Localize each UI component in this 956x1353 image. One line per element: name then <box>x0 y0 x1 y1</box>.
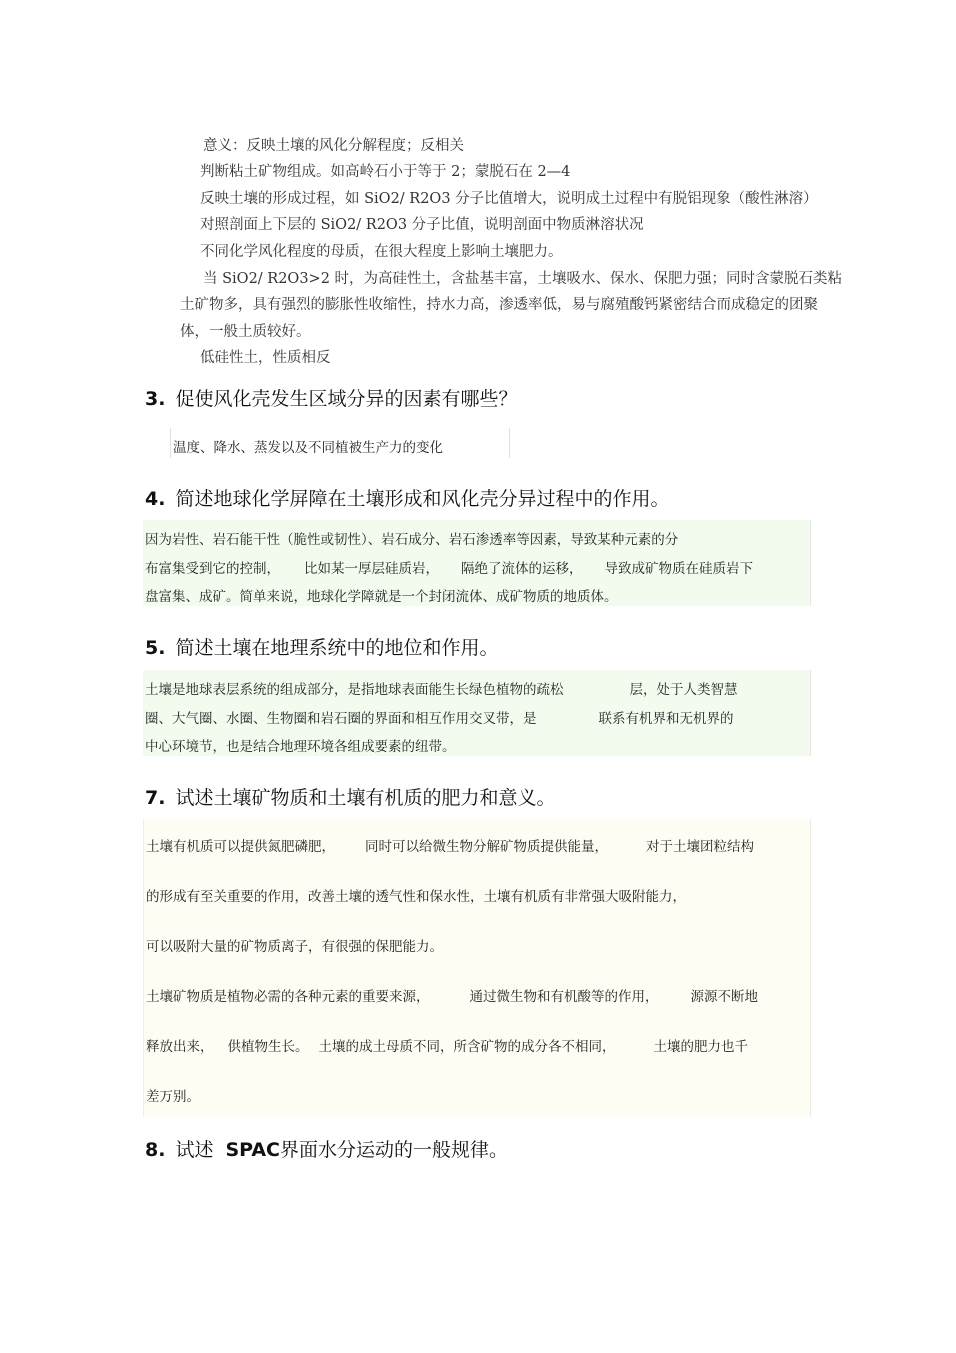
answer-line: 的形成有至关重要的作用，改善土壤的透气性和保水性，土壤有机质有非常强大吸附能力， <box>146 889 686 905</box>
answer-line: 可以吸附大量的矿物质离子，有很强的保肥能力。 <box>146 939 443 955</box>
intro-line: 低硅性土，性质相反 <box>200 350 331 366</box>
answer-segment: 通过微生物和有机酸等的作用， <box>469 989 659 1005</box>
answer-segment: 同时可以给微生物分解矿物质提供能量， <box>365 839 608 855</box>
intro-line: 对照剖面上下层的 SiO2/ R2O3 分子比值，说明剖面中物质淋溶状况 <box>200 217 644 233</box>
answer-line <box>146 1035 748 1055</box>
answer-line <box>145 707 734 727</box>
intro-line: 不同化学风化程度的母质，在很大程度上影响土壤肥力。 <box>200 244 563 260</box>
question-prefix: 试述 <box>175 1139 214 1161</box>
question-title: 简述地球化学屏障在土壤形成和风化壳分异过程中的作用。 <box>175 488 670 510</box>
answer-line: 中心环境节，也是结合地理环境各组成要素的纽带。 <box>145 739 456 755</box>
question-title: 简述土壤在地理系统中的地位和作用。 <box>175 637 499 659</box>
spac-term: SPAC <box>225 1139 280 1161</box>
answer-line <box>146 985 758 1005</box>
question-number: 3. <box>145 388 166 410</box>
answer-line <box>146 835 754 855</box>
answer-box-5 <box>143 670 811 756</box>
answer-segment: 土壤的成土母质不同，所含矿物的成分各不相同， <box>318 1039 616 1055</box>
answer-segment: 土壤是地球表层系统的组成部分，是指地球表面能生长绿色植物的疏松 <box>145 682 564 698</box>
question-3-heading <box>145 384 517 411</box>
intro-line: 判断粘土矿物组成。如高岭石小于等于 2；蒙脱石在 2—4 <box>200 164 571 180</box>
answer-line: 盘富集、成矿。简单来说，地球化学障就是一个封闭流体、成矿物质的地质体。 <box>145 589 618 605</box>
question-4-heading <box>145 484 669 511</box>
answer-line <box>145 678 738 698</box>
answer-line: 温度、降水、蒸发以及不同植被生产力的变化 <box>173 440 443 456</box>
question-title: 试述土壤矿物质和土壤有机质的肥力和意义。 <box>175 787 556 809</box>
intro-line: 反映土壤的形成过程，如 SiO2/ R2O3 分子比值增大，说明成土过程中有脱铝现象（酸性淋溶） <box>200 191 818 207</box>
answer-segment: 导致成矿物质在硅质岩下 <box>604 561 753 577</box>
question-number: 7. <box>145 787 166 809</box>
answer-segment: 对于土壤团粒结构 <box>646 839 754 855</box>
question-number: 8. <box>145 1139 166 1161</box>
question-title: 界面水分运动的一般规律。 <box>279 1139 508 1161</box>
answer-segment: 土壤的肥力也千 <box>653 1039 748 1055</box>
answer-segment: 联系有机界和无机界的 <box>598 711 734 727</box>
answer-line: 差万别。 <box>146 1089 200 1105</box>
question-title: 促使风化壳发生区域分异的因素有哪些？ <box>175 388 518 410</box>
answer-segment: 层，处于人类智慧 <box>629 682 738 698</box>
answer-box-4 <box>143 520 811 606</box>
answer-box-7 <box>143 819 811 1117</box>
answer-segment: 圈、大气圈、水圈、生物圈和岩石圈的界面和相互作用交叉带，是 <box>145 711 537 727</box>
intro-line: 土矿物多，具有强烈的膨胀性收缩性，持水力高，渗透率低，易与腐殖酸钙紧密结合而成稳定的团聚 <box>180 297 818 313</box>
intro-line: 当 SiO2/ R2O3>2 时，为高硅性土，含盐基丰富，土壤吸水、保水、保肥力强；同时含蒙脱石类粘 <box>203 271 843 287</box>
answer-segment: 源源不断地 <box>690 989 758 1005</box>
intro-line: 体，一般土质较好。 <box>180 324 311 340</box>
answer-box-3 <box>170 428 510 458</box>
answer-line <box>145 557 753 577</box>
answer-segment: 比如某一厚层硅质岩， <box>304 561 439 577</box>
answer-line: 因为岩性、岩石能干性（脆性或韧性）、岩石成分、岩石渗透率等因素，导致某种元素的分 <box>145 532 679 548</box>
question-number: 5. <box>145 637 166 659</box>
answer-segment: 释放出来， <box>146 1039 214 1055</box>
question-number: 4. <box>145 488 166 510</box>
answer-segment: 供植物生长。 <box>227 1039 309 1055</box>
intro-line: 意义：反映土壤的风化分解程度；反相关 <box>203 138 464 154</box>
answer-segment: 土壤有机质可以提供氮肥磷肥， <box>146 839 335 855</box>
answer-segment: 布富集受到它的控制， <box>145 561 280 577</box>
answer-segment: 土壤矿物质是植物必需的各种元素的重要来源， <box>146 989 430 1005</box>
question-7-heading <box>145 783 555 810</box>
question-8-heading <box>145 1135 508 1162</box>
question-5-heading <box>145 633 498 660</box>
answer-segment: 隔绝了流体的运移， <box>461 561 583 577</box>
